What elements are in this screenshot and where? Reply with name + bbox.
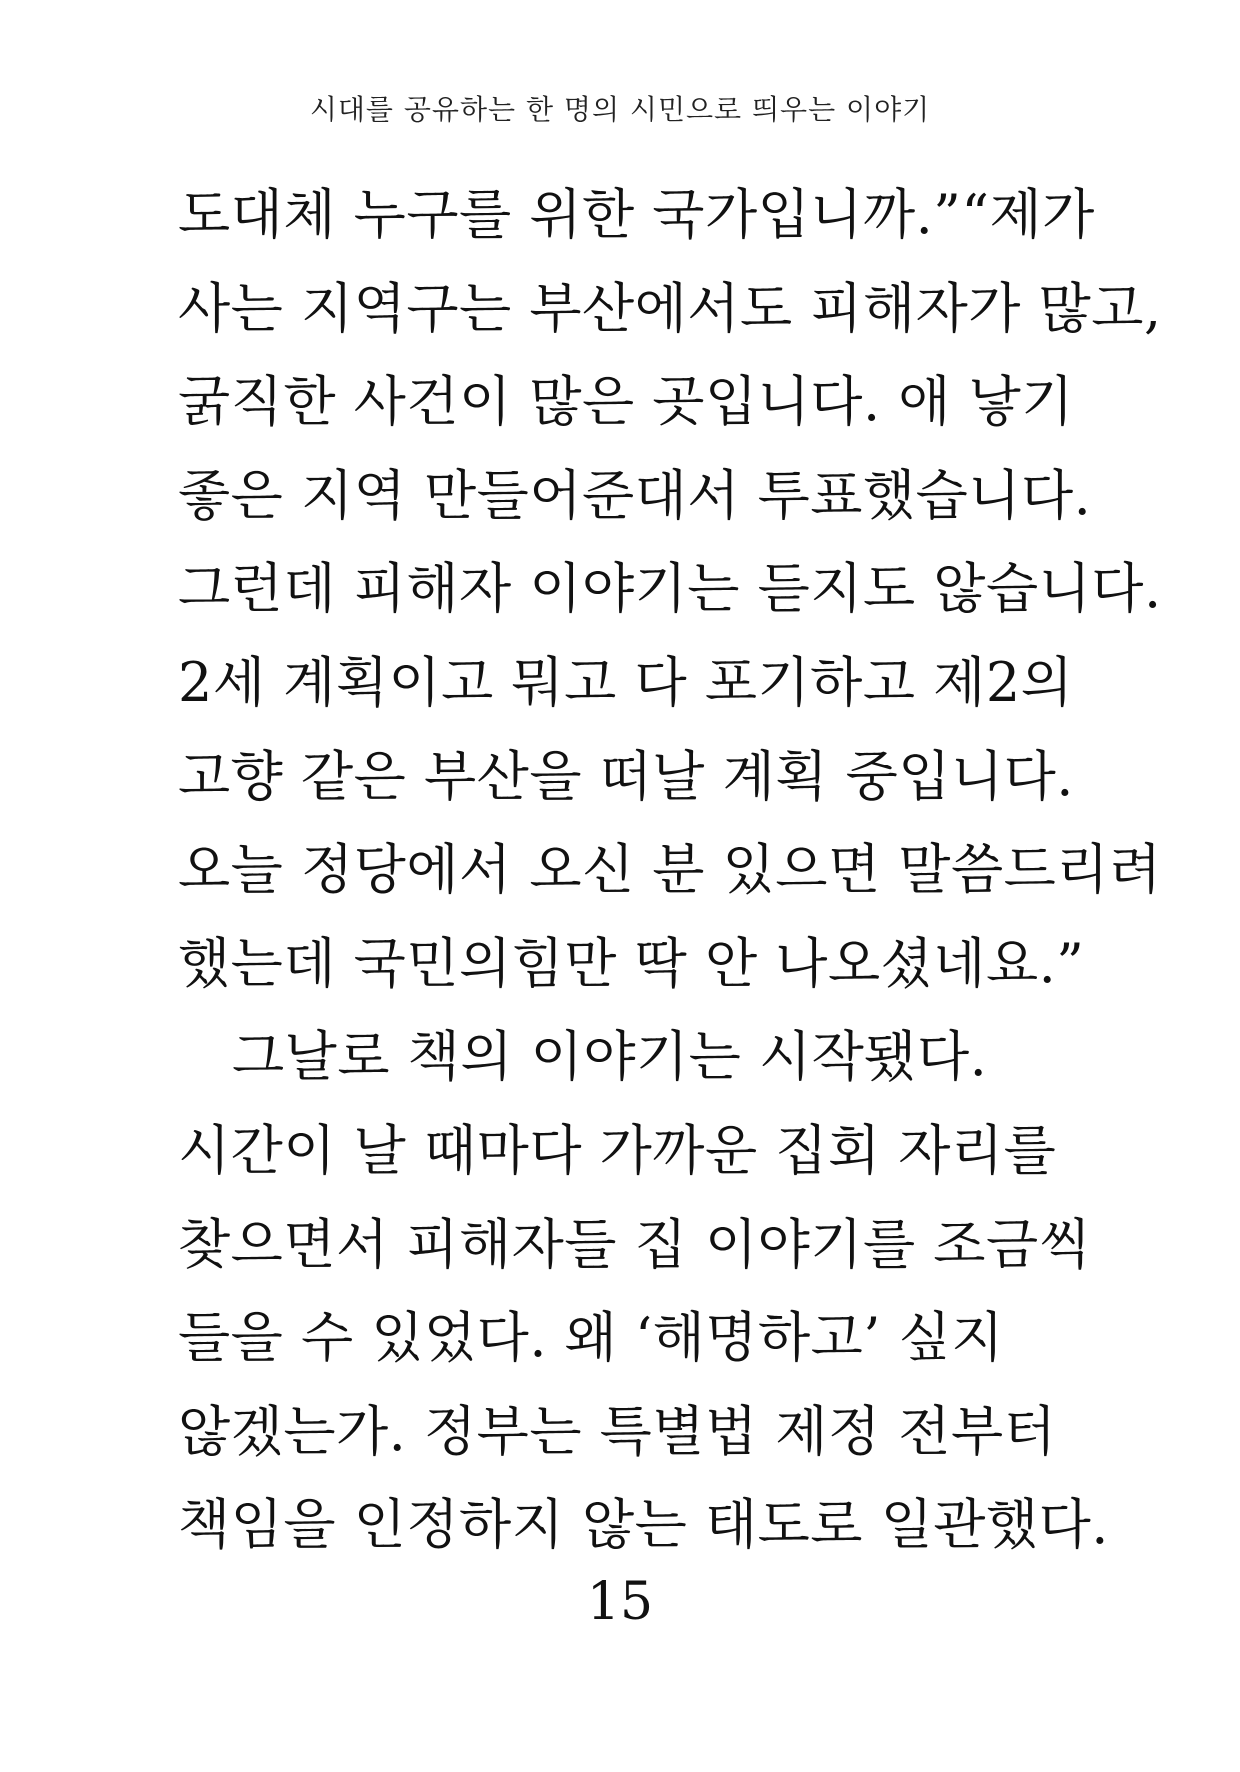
text-line: 들을 수 있었다. 왜 ‘해명하고’ 싶지 [178, 1306, 1004, 1370]
text-line: 2세 계획이고 뭐고 다 포기하고 제2의 [178, 650, 1074, 714]
text-line: 고향 같은 부산을 떠날 계획 중입니다. [178, 744, 1074, 808]
text-line: 시간이 날 때마다 가까운 집회 자리를 [178, 1118, 1057, 1182]
text-line: 오늘 정당에서 오신 분 있으면 말씀드리려 [178, 838, 1162, 902]
text-line: 않겠는가. 정부는 특별법 제정 전부터 [178, 1399, 1057, 1463]
text-line: 그런데 피해자 이야기는 듣지도 않습니다. [178, 557, 1162, 621]
text-line: 좋은 지역 만들어준대서 투표했습니다. [178, 463, 1092, 527]
text-line: 찾으면서 피해자들 집 이야기를 조금씩 [178, 1212, 1092, 1276]
body-text [178, 168, 1162, 1572]
text-line: 책임을 인정하지 않는 태도로 일관했다. [178, 1493, 1109, 1557]
page-number: 15 [586, 1572, 654, 1632]
text-line: 굵직한 사건이 많은 곳입니다. 애 낳기 [178, 370, 1074, 434]
text-line: 사는 지역구는 부산에서도 피해자가 많고, [178, 276, 1162, 340]
text-line: 도대체 누구를 위한 국가입니까.”“제가 [178, 183, 1095, 246]
paragraph-start-line: 그날로 책의 이야기는 시작됐다. [232, 1025, 988, 1089]
running-header: 시대를 공유하는 한 명의 시민으로 띄우는 이야기 [309, 93, 931, 126]
text-line: 했는데 국민의힘만 딱 안 나오셨네요.” [178, 931, 1085, 995]
